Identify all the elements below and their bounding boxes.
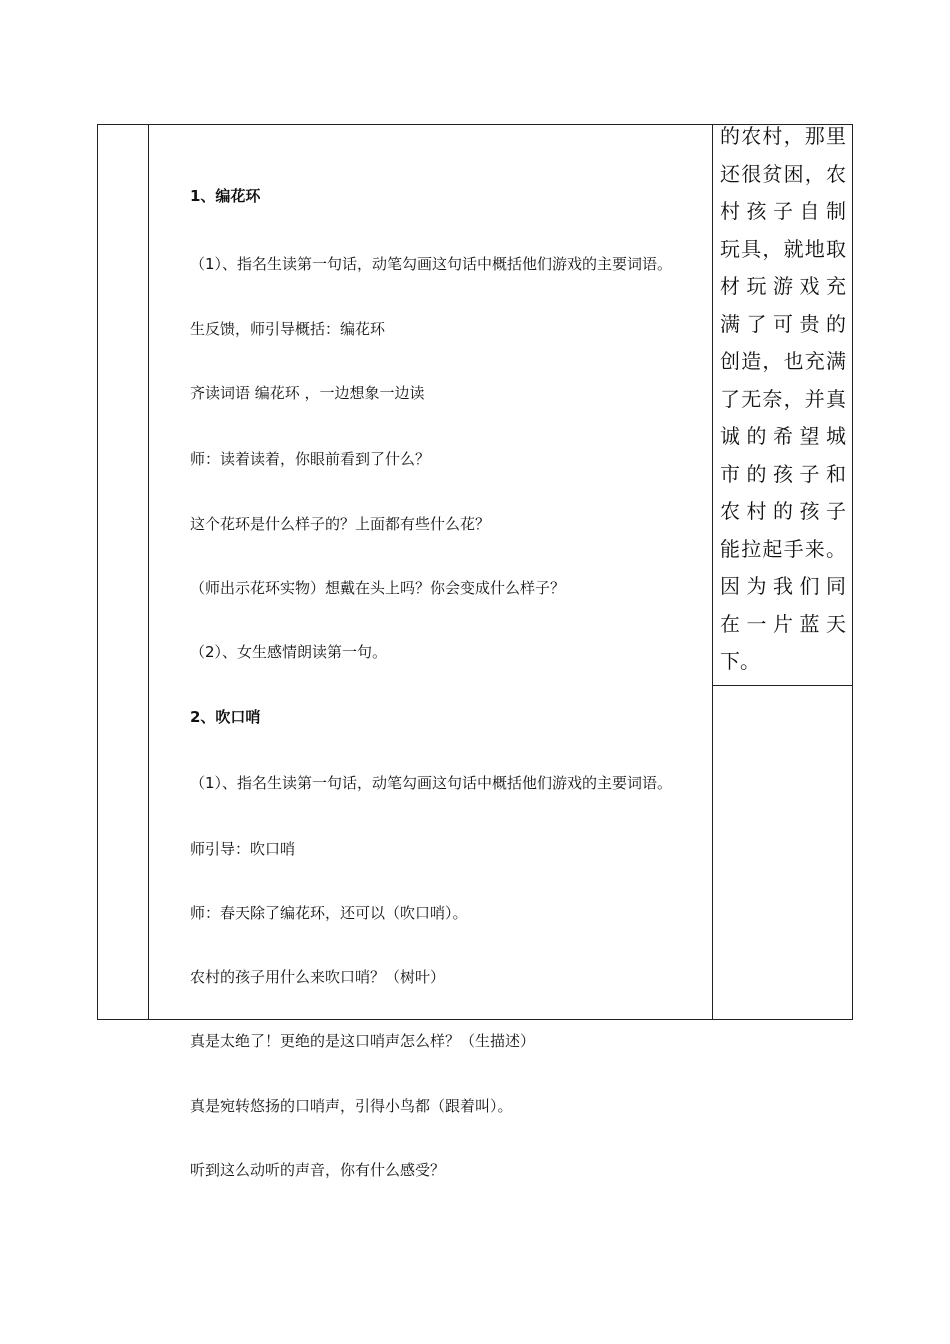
side-note-line: 的 农 村 ， 那 里 (720, 124, 846, 148)
side-note-line: 在 一 片 蓝 天 (720, 611, 846, 636)
side-note-line: 诚 的 希 望 城 (720, 424, 846, 448)
column-divider (712, 125, 713, 1019)
side-note-line: 农 村 的 孩 子 (720, 499, 846, 523)
text-line: （2）、女生感情朗读第一句。 (190, 643, 388, 661)
side-note-line: 创 造 ， 也 充 满 (720, 349, 846, 373)
text-line: （1）、指名生读第一句话，动笔勾画这句话中概括他们游戏的主要词语。 (190, 774, 673, 792)
side-note-line: 市 的 孩 子 和 (720, 461, 846, 486)
side-note-line: 还 很 贫 困 ， 农 (720, 161, 846, 186)
text-line: 师：春天除了编花环，还可以（吹口哨）。 (190, 904, 468, 922)
side-note-line: 了 无 奈 ， 并 真 (720, 386, 846, 411)
text-line: （1）、指名生读第一句话，动笔勾画这句话中概括他们游戏的主要词语。 (190, 255, 673, 273)
text-line: 生反馈，师引导概括：编花环 (190, 320, 386, 338)
side-note-line: 满 了 可 贵 的 (720, 311, 846, 336)
side-note-line: 因 为 我 们 同 (720, 574, 846, 598)
section-heading: 2、吹口哨 (190, 708, 261, 726)
text-line: 听到这么动听的声音，你有什么感受？ (190, 1161, 446, 1179)
text-line: 这个花环是什么样子的？上面都有些什么花？ (190, 515, 491, 533)
text-line: 农村的孩子用什么来吹口哨？（树叶） (190, 968, 446, 986)
side-note-line: 材 玩 游 戏 充 (720, 274, 846, 298)
side-note-line: 村 孩 子 自 制 (720, 199, 846, 223)
text-line: （师出示花环实物）想戴在头上吗？你会变成什么样子？ (190, 579, 566, 597)
side-note-line: 下。 (720, 649, 760, 673)
section-heading: 1、编花环 (190, 187, 261, 205)
side-note-line: 玩 具 ， 就 地 取 (720, 236, 846, 261)
text-line: 真是宛转悠扬的口哨声，引得小鸟都（跟着叫）。 (190, 1097, 513, 1115)
side-note (720, 118, 846, 681)
side-note-line: 能 拉 起 手 来 。 (720, 536, 846, 561)
text-line: 真是太绝了！更绝的是这口哨声怎么样？（生描述） (190, 1032, 536, 1050)
column-divider (148, 125, 149, 1019)
row-divider (712, 685, 852, 686)
text-line: 齐读词语 编花环 ，一边想象一边读 (190, 384, 425, 402)
text-line: 师引导：吹口哨 (190, 840, 296, 858)
text-line: 师：读着读着，你眼前看到了什么？ (190, 450, 431, 468)
